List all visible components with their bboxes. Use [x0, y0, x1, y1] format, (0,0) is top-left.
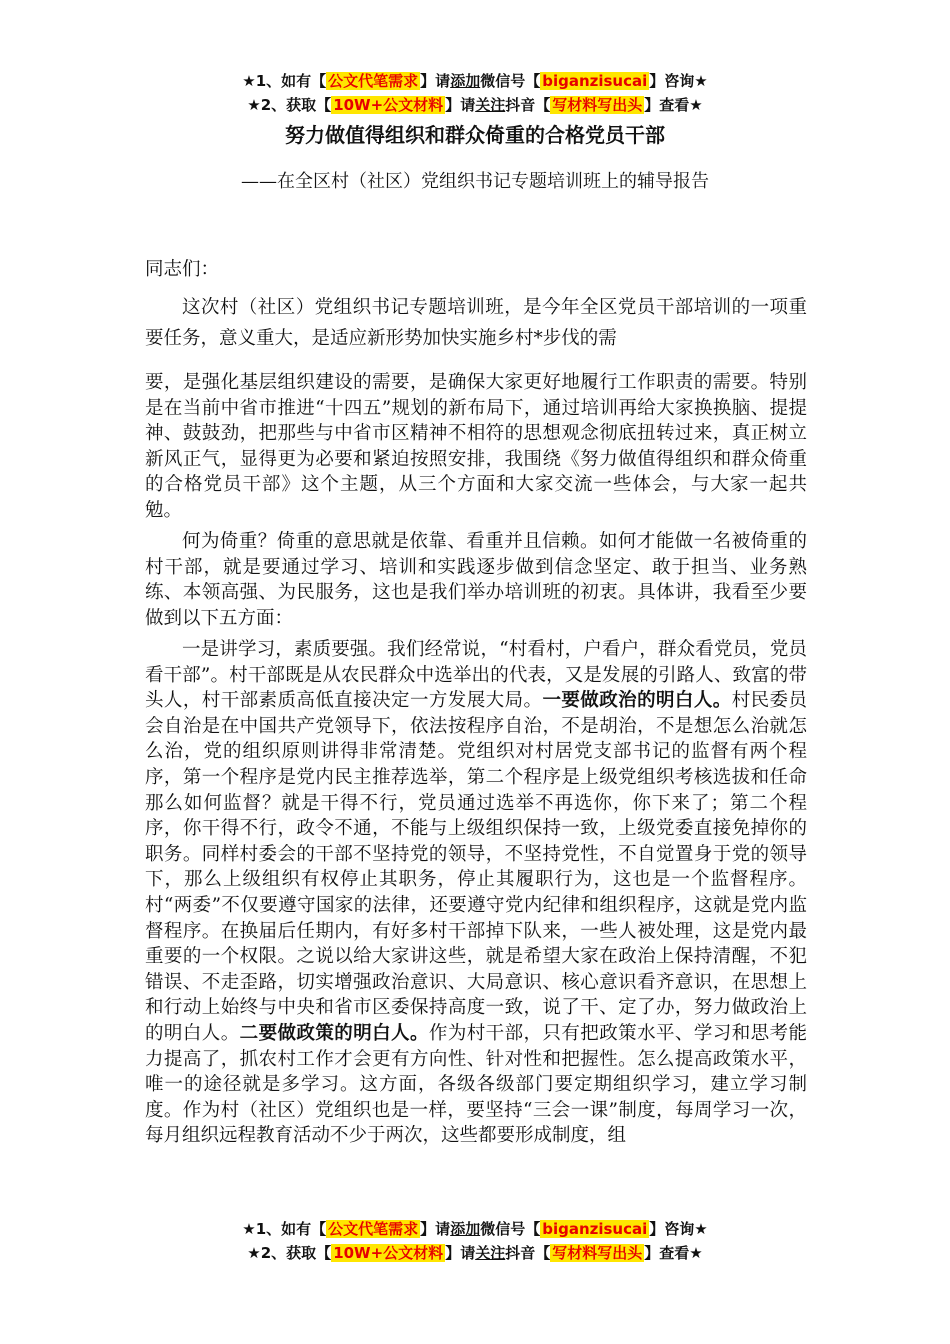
paragraph-1-continued [145, 370, 807, 524]
banner-text: 】请 [445, 1244, 476, 1262]
banner-highlight-materials: 10W+公文材料 [333, 1244, 444, 1262]
paragraph-3-heading-1: 一要做政治的明白人。 [542, 690, 732, 712]
bottom-banner-line-1 [0, 1217, 950, 1241]
banner-text: 抖音【 [505, 96, 551, 114]
banner-highlight-service: 公文代笔需求 [328, 72, 419, 90]
banner-text: 】咨询★ [649, 72, 708, 90]
top-banner-line-2 [0, 93, 950, 117]
banner-text: ★2、获取【 [247, 1244, 332, 1262]
salutation: 同志们： [145, 259, 220, 280]
paragraph-1-opening [145, 292, 807, 354]
banner-text: 】咨询★ [649, 1220, 708, 1238]
banner-text: 】查看★ [644, 96, 703, 114]
paragraph-2-block [145, 529, 807, 631]
banner-emphasis: 关注 [475, 1244, 506, 1262]
banner-emphasis: 添加 [450, 72, 481, 90]
paragraph-3-text-b: 村民委员会自治是在中国共产党领导下，依法按程序自治，不是胡治，不是想怎么治就怎么治，党的组织原则讲得非常清楚。党组织对村居党支部书记的监督有两个程序，第一个程序是党内民主推荐选举，第二个程序是上级党组织考核选拔和任命那么如何监督？就是干得不行，党员通过选举不再选你，你下来了；第二个程序，你干得不行，政令不通，不能与上级组织保持一致，上级党委直接免掉你的职务。同样村委会的干部不坚持党的领导，不坚持党性，不自觉置身于党的领导下，那么上级组织有权停止其职务，停止其履职行为，这也是一个监督程序。村“两委”不仅要遵守国家的法律，还要遵守党内纪律和组织程序，这就是党内监督程序。在换届后任期内，有好多村干部掉下队来，一些人被处理，这是党内最重要的一个权限。之说以给大家讲这些，就是希望大家在政治上保持清醒，不犯错误、不走歪路，切实增强政治意识、大局意识、核心意识看齐意识，在思想上和行动上始终与中央和省市区委保持高度一致，说了干、定了办，努力做政治上的明白人。 [145, 690, 807, 1044]
banner-emphasis: 关注 [475, 96, 506, 114]
banner-text: 】请 [420, 1220, 451, 1238]
paragraph-1a: 这次村（社区）党组织书记专题培训班，是今年全区党员干部培训的一项重要任务，意义重大，是适应新形势加快实施乡村*步伐的需 [145, 297, 807, 349]
paragraph-3 [145, 637, 807, 1149]
bottom-banner-line-2 [0, 1241, 950, 1265]
paragraph-3-block [145, 637, 807, 1149]
paragraph-3-text-c: 作为村干部，只有把政策水平、学习和思考能力提高了，抓农村工作才会更有方向性、针对性和把握性。怎么提高政策水平，唯一的途径就是多学习。这方面，各级各级部门要定期组织学习，建立学习制度。作为村（社区）党组织也是一样，要坚持“三会一课”制度，每周学习一次，每月组织远程教育活动不少于两次，这些都要形成制度，组 [145, 1022, 807, 1147]
banner-highlight-wechat-id: biganzisucai [542, 72, 648, 90]
paragraph-1b: 要，是强化基层组织建设的需要，是确保大家更好地履行工作职责的需要。特别是在当前中省市推进“十四五”规划的新布局下，通过培训再给大家换换脑、提提神、鼓鼓劲，把那些与中省市区精神不相符的思想观念彻底扭转过来，真正树立新风正气，显得更为必要和紧迫按照安排，我围绕《努力做值得组织和群众倚重的合格党员干部》这个主题，从三个方面和大家交流一些体会，与大家一起共勉。 [145, 372, 807, 521]
banner-text: ★1、如有【 [242, 1220, 327, 1238]
banner-highlight-douyin: 写材料写出头 [552, 1244, 643, 1262]
banner-emphasis: 添加 [450, 1220, 481, 1238]
banner-text: 】请 [420, 72, 451, 90]
top-banner-line-1 [0, 69, 950, 93]
banner-highlight-service: 公文代笔需求 [328, 1220, 419, 1238]
document-title: 努力做值得组织和群众倚重的合格党员干部 [285, 123, 665, 147]
paragraph-3-heading-2: 二要做政策的明白人。 [239, 1022, 429, 1044]
banner-text: 微信号【 [480, 1220, 541, 1238]
banner-text: 抖音【 [505, 1244, 551, 1262]
banner-text: 微信号【 [480, 72, 541, 90]
banner-text: 】请 [445, 96, 476, 114]
banner-highlight-douyin: 写材料写出头 [552, 96, 643, 114]
paragraph-2: 何为倚重？倚重的意思就是依靠、看重并且信赖。如何才能做一名被倚重的村干部，就是要通过学习、培训和实践逐步做到信念坚定、敢于担当、业务熟练、本领高强、为民服务，这也是我们举办培训班的初衷。具体讲，我看至少要做到以下五方面： [145, 531, 807, 629]
banner-text: ★2、获取【 [247, 96, 332, 114]
banner-highlight-wechat-id: biganzisucai [542, 1220, 648, 1238]
paragraph-3-text-a: 一是讲学习，素质要强。我们经常说，“村看村，户看户，群众看党员，党员看干部”。村干部既是从农民群众中选举出的代表，又是发展的引路人、致富的带头人，村干部素质高低直接决定一方发展大局。 [145, 639, 807, 712]
banner-highlight-materials: 10W+公文材料 [333, 96, 444, 114]
banner-text: 】查看★ [644, 1244, 703, 1262]
banner-text: ★1、如有【 [242, 72, 327, 90]
document-subtitle: ——在全区村（社区）党组织书记专题培训班上的辅导报告 [241, 171, 709, 192]
